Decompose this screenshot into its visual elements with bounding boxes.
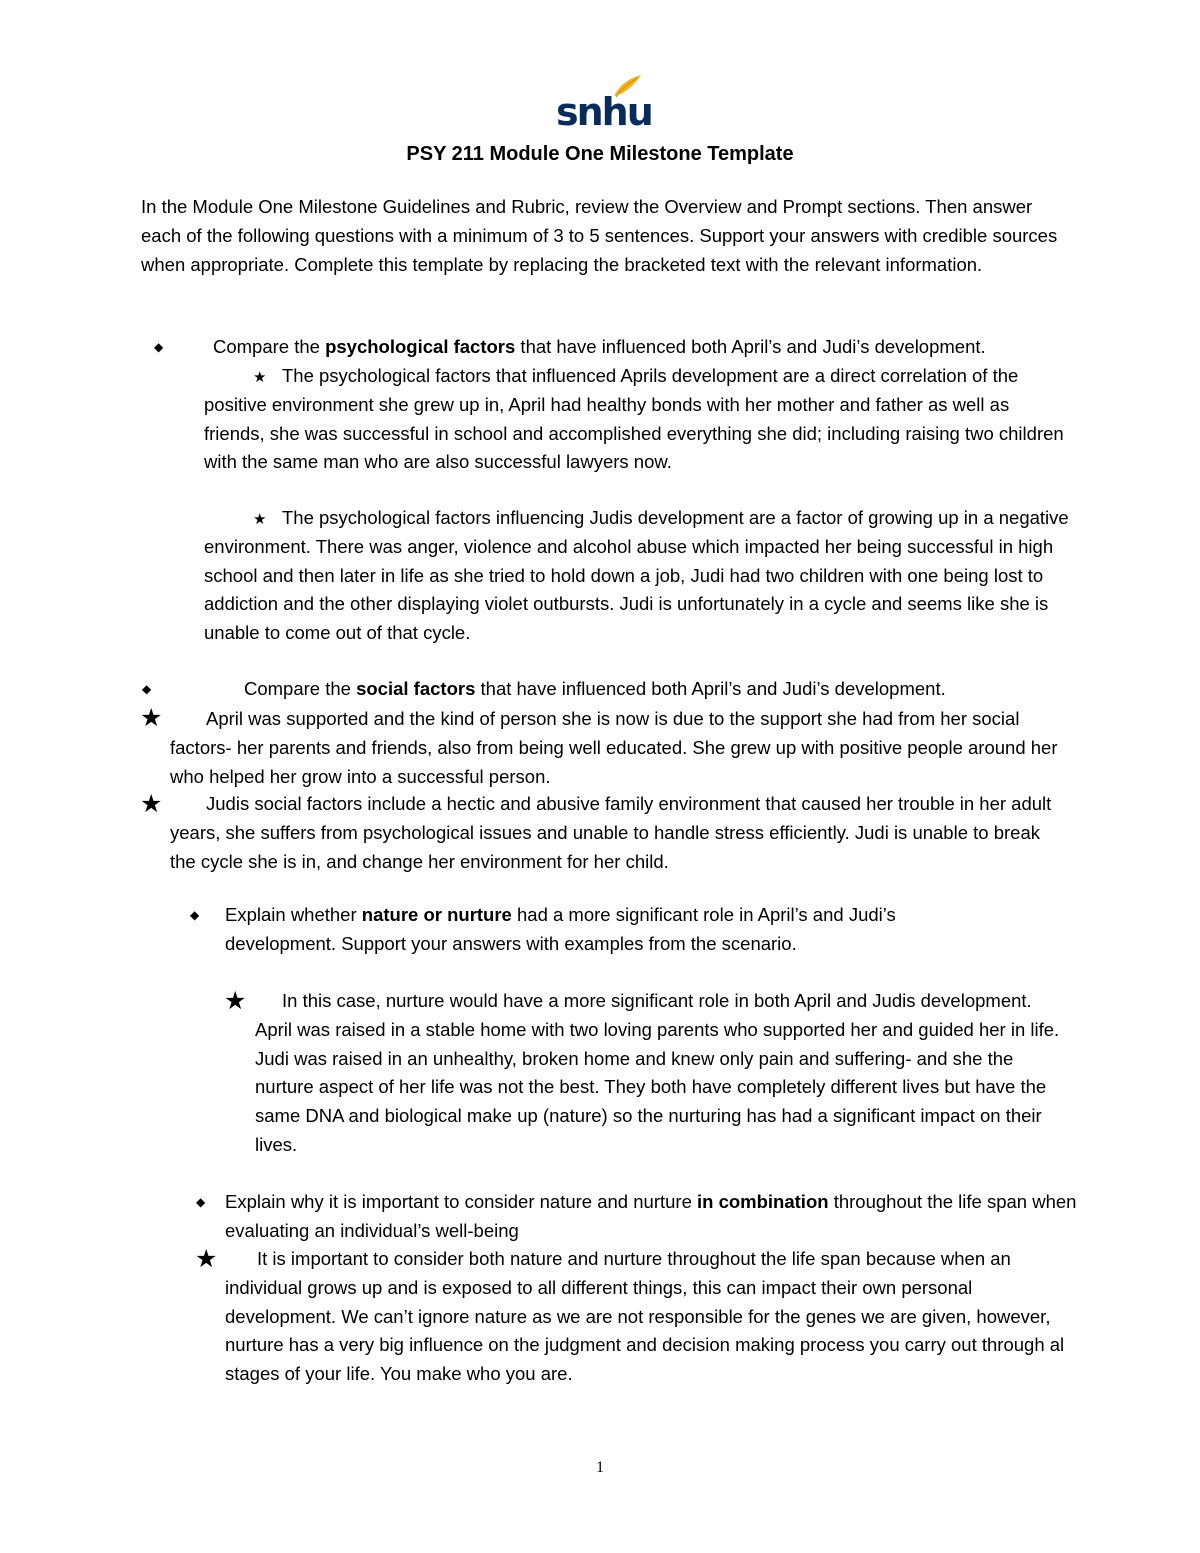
question-2-answer-judi: Judis social factors include a hectic and abusive family environment that caused her trouble in her adult years, she suffers from psychological issues and unable to handle stress efficiently. Judi is unable to break the cycle she is in, and change her environment for her child. [170,793,1052,872]
question-4-answer: It is important to consider both nature and nurture throughout the life span because when an individual grows up and is exposed to all different things, this can impact their own personal development. We can’t ignore nature as we are not responsible for the genes we are given, however, nurture has a very big influence on the judgment and decision making process you carry out through al stages of your life. You make who you are. [225,1248,1065,1385]
star-icon: ★ [253,511,267,528]
star-icon: ★ [195,1245,218,1273]
star-icon: ★ [224,987,247,1015]
logo-wordmark: snhu [556,90,652,134]
star-icon: ★ [140,704,163,732]
bullet-icon: ◆ [142,682,152,696]
question-4-prompt: Explain why it is important to consider nature and nurture in combination throughout the life span when evaluating an individual’s well-being [225,1191,1077,1241]
page-title: PSY 211 Module One Milestone Template [406,143,794,165]
question-1-answer-judi: The psychological factors influencing Judis development are a factor of growing up in a negative environment. There was anger, violence and alcohol abuse which impacted her being successful in high school and then later in life as she tried to hold down a job, Judi had two children with one being lost to addiction and the other displaying violet outbursts. Judi is unfortunately in a cycle and seems like she is unable to come out of that cycle. [204,507,1069,644]
question-4-keyword: in combination [697,1191,829,1212]
bullet-icon: ◆ [190,908,200,922]
question-2-keyword: social factors [356,678,476,699]
bullet-icon: ◆ [196,1195,206,1209]
question-2-prompt: Compare the social factors that have influenced both April’s and Judi’s development. [244,678,946,699]
question-3-keyword: nature or nurture [361,904,512,925]
bullet-icon: ◆ [154,340,164,354]
question-3-answer: In this case, nurture would have a more significant role in both April and Judis development. April was raised in a stable home with two loving parents who supported her and guided her in life. Judi was raised in an unhealthy, broken home and knew only pain and suffering- and she the nurture aspect of her life was not the best. They both have completely different lives but have the same DNA and biological make up (nature) so the nurturing has had a significant impact on their lives. [255,990,1060,1155]
page-number: 1 [596,1459,604,1476]
question-1-prompt: Compare the psychological factors that have influenced both April’s and Judi’s development. [213,336,986,357]
star-icon: ★ [140,790,163,818]
snhu-logo [556,74,652,134]
intro-paragraph: In the Module One Milestone Guidelines and Rubric, review the Overview and Prompt sections. Then answer each of the following questions with a minimum of 3 to 5 sentences. Support your answers with credible sources when appropriate. Complete this template by replacing the bracketed text with the relevant information. [141,196,1058,275]
question-1-answer-april: The psychological factors that influenced Aprils development are a direct correlation of the positive environment she grew up in, April had healthy bonds with her mother and father as well as friends, she was successful in school and accomplished everything she did; including raising two children with the same man who are also successful lawyers now. [204,365,1064,473]
question-1-keyword: psychological factors [325,336,516,357]
star-icon: ★ [253,369,267,386]
question-3-prompt: Explain whether nature or nurture had a more significant role in April’s and Judi’s development. Support your answers with examples from the scenario. [225,904,896,954]
question-2-answer-april: April was supported and the kind of person she is now is due to the support she had from her social factors- her parents and friends, also from being well educated. She grew up with positive people around her who helped her grow into a successful person. [170,708,1058,787]
